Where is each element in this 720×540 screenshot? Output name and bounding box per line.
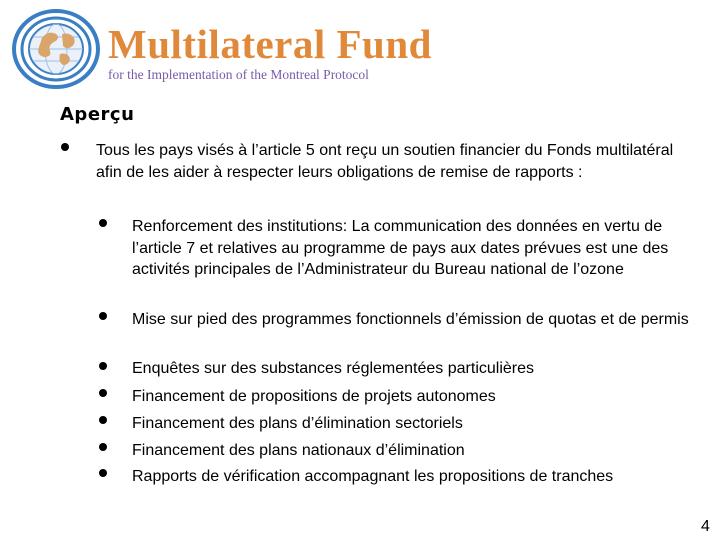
bullet-icon [99, 416, 107, 424]
list-item: Rapports de vérification accompagnant les propositions de tranches [132, 468, 614, 485]
bullet-icon [99, 312, 107, 320]
list-item: Enquêtes sur des substances réglementées particulières [132, 360, 534, 377]
list-item: Mise sur pied des programmes fonctionnels d’émission de quotas et de permis [132, 311, 689, 328]
list-item: Financement des plans nationaux d’élimination [132, 442, 465, 459]
intro-paragraph: Tous les pays visés à l’article 5 ont reçu un soutien financier du Fonds multilatéral afin de les aider à respecter leurs obligations de remise de rapports : [96, 142, 674, 181]
bullet-icon [99, 443, 107, 451]
page-number: 4 [701, 518, 710, 535]
bullet-icon [61, 143, 69, 151]
bullet-icon [99, 469, 107, 477]
logo-subtitle: for the Implementation of the Montreal Protocol [108, 67, 369, 82]
bullet-icon [99, 362, 107, 370]
multilateral-fund-logo [12, 8, 432, 90]
list-item: Financement de propositions de projets autonomes [132, 388, 496, 405]
slide-heading: Aperçu [60, 104, 135, 125]
globe-emblem-icon [12, 8, 102, 90]
list-item: Financement des plans d’élimination sectoriels [132, 415, 463, 432]
logo-title: Multilateral Fund [108, 21, 432, 67]
bullet-icon [99, 219, 107, 227]
bullet-icon [99, 389, 107, 397]
list-item: Renforcement des institutions: La communication des données en vertu de l’article 7 et relatives au programme de pays aux dates prévues est une des activités principales de l’Administrateur du Bureau national de l’ozone [132, 218, 669, 278]
